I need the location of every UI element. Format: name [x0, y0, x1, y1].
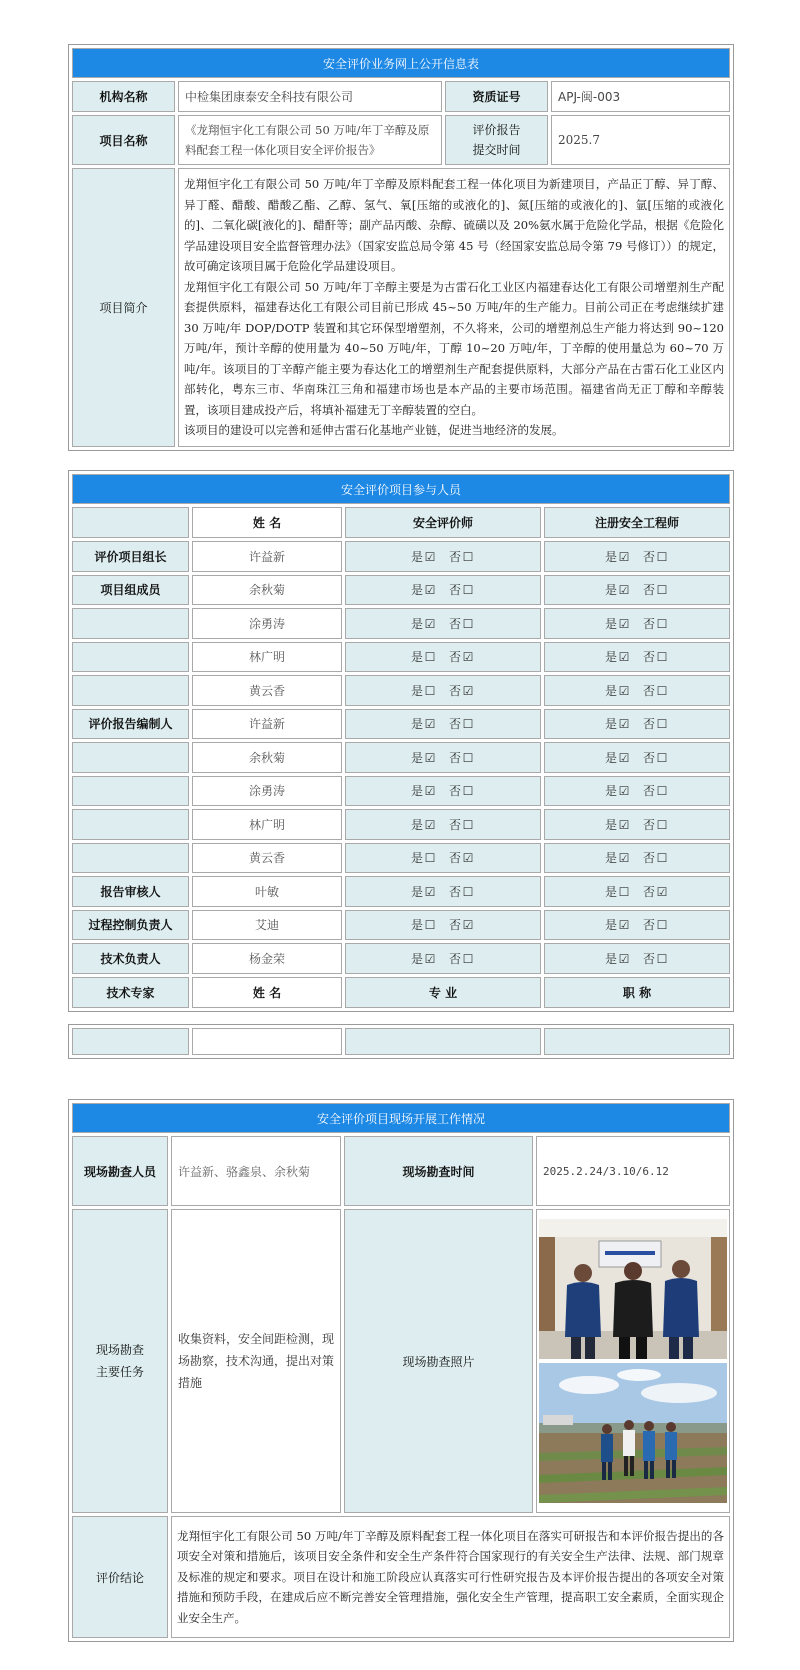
yes-label: 是	[604, 549, 617, 564]
no-label: 否	[643, 784, 656, 799]
unchecked-box-icon[interactable]: ☐	[462, 884, 474, 899]
spacer	[631, 617, 643, 631]
participant-row	[72, 776, 730, 807]
participant-row	[72, 675, 730, 706]
spacer	[631, 784, 643, 798]
col-engineer-header: 注册安全工程师	[544, 507, 730, 538]
yes-label: 是	[604, 717, 617, 732]
spacer	[437, 583, 449, 597]
no-label: 否	[643, 884, 656, 899]
participant-name: 黄云香	[192, 843, 342, 874]
unchecked-box-icon[interactable]: ☐	[656, 817, 668, 832]
spacer	[631, 885, 643, 899]
participant-row	[72, 642, 730, 673]
yes-label: 是	[604, 750, 617, 765]
checked-box-icon[interactable]: ☑	[618, 817, 630, 832]
unchecked-box-icon[interactable]: ☐	[462, 951, 474, 966]
engineer-cell	[544, 675, 730, 706]
spacer	[631, 952, 643, 966]
spacer	[631, 550, 643, 564]
no-label: 否	[449, 650, 462, 665]
unchecked-box-icon[interactable]: ☐	[462, 583, 474, 598]
no-label: 否	[643, 616, 656, 631]
intro-text	[178, 168, 730, 447]
checked-box-icon[interactable]: ☑	[462, 918, 474, 933]
task-label-line2: 主要任务	[95, 1365, 144, 1379]
conclusion-label: 评价结论	[72, 1516, 168, 1638]
unchecked-box-icon[interactable]: ☐	[656, 616, 668, 631]
checked-box-icon[interactable]: ☑	[424, 583, 436, 598]
expert-label: 技术专家	[72, 977, 189, 1008]
engineer-cell	[544, 742, 730, 773]
no-label: 否	[643, 583, 656, 598]
project-value: 《龙翔恒宇化工有限公司 50 万吨/年丁辛醇及原料配套工程一体化项目安全评价报告》	[178, 115, 442, 165]
checked-box-icon[interactable]: ☑	[618, 583, 630, 598]
org-value: 中检集团康泰安全科技有限公司	[178, 81, 442, 112]
yes-label: 是	[604, 951, 617, 966]
org-label: 机构名称	[72, 81, 175, 112]
expert-empty-cell	[72, 1028, 189, 1055]
unchecked-box-icon[interactable]: ☐	[656, 583, 668, 598]
intro-paragraph: 龙翔恒宇化工有限公司 50 万吨/年丁辛醇主要是为古雷石化工业区内福建春达化工有限公司增塑剂生产配套提供原料，福建春达化工有限公司目前已形成 45~50 万吨/年的生产能力。目前公司正在考虑继续扩建 30 万吨/年 DOP/DOTP 装置和其它环保型增塑剂，不久将来，公司的增塑剂总生产能力将达到 90~120 万吨/年，预计辛醇的使用量为 40~50 万吨/年，丁醇 10~20 万吨/年，丁辛醇的使用量总为 60~70 万吨/年。该项目的丁辛醇产能主要为春达化工的增塑剂生产配套提供原料，大部分产品在古雷石化工业区内部转化，粤东三市、华南珠江三角和福建市场也是本产品的主要市场范围。福建省尚无正丁醇和辛醇装置，该项目建成投产后，将填补福建无丁辛醇装置的空白。	[184, 279, 724, 417]
intro-paragraph: 龙翔恒宇化工有限公司 50 万吨/年丁辛醇及原料配套工程一体化项目为新建项目，产品正丁醇、异丁醇、异丁醛、醋酸、醋酸乙酯、乙醇、氢气、氧[压缩的或液化的]、氮[压缩的或液化的]、氩[压缩的或液化的]、二氧化碳[液化的]、醋酐等；副产品丙酸、杂醇、硫磺以及 20%氨水属于危险化学品，根据《危险化学品建设项目安全监督管理办法》（国家安监总局令第 45 号（经国家安监总局令第 79 号修订））的规定，故可确定该项目属于危险化学品建设项目。	[184, 177, 724, 274]
yes-label: 是	[604, 784, 617, 799]
no-label: 否	[449, 851, 462, 866]
task-label	[72, 1209, 168, 1513]
participant-role	[72, 608, 189, 639]
yes-label: 是	[410, 817, 423, 832]
report-time-label	[445, 115, 548, 165]
checked-box-icon[interactable]: ☑	[618, 683, 630, 698]
survey-time-value: 2025.2.24/3.10/6.12	[536, 1136, 730, 1206]
unchecked-box-icon[interactable]: ☐	[656, 750, 668, 765]
participant-role: 报告审核人	[72, 876, 189, 907]
public-info-table	[68, 44, 734, 451]
yes-label: 是	[410, 616, 423, 631]
checked-box-icon[interactable]: ☑	[424, 616, 436, 631]
checked-box-icon[interactable]: ☑	[618, 851, 630, 866]
spacer	[631, 717, 643, 731]
evaluator-cell	[345, 575, 541, 606]
photos-label: 现场勘查照片	[344, 1209, 533, 1513]
participant-name: 杨金荣	[192, 943, 342, 974]
participant-name: 涂勇涛	[192, 776, 342, 807]
expert-col-title: 职 称	[544, 977, 730, 1008]
expert-table	[68, 1024, 734, 1059]
engineer-cell	[544, 910, 730, 941]
photos-cell	[536, 1209, 730, 1513]
yes-label: 是	[604, 918, 617, 933]
unchecked-box-icon[interactable]: ☐	[462, 549, 474, 564]
unchecked-box-icon[interactable]: ☐	[618, 884, 630, 899]
no-label: 否	[643, 817, 656, 832]
unchecked-box-icon[interactable]: ☐	[424, 918, 436, 933]
spacer	[631, 851, 643, 865]
participant-role: 评价报告编制人	[72, 709, 189, 740]
yes-label: 是	[604, 817, 617, 832]
no-label: 否	[449, 616, 462, 631]
spacer	[437, 851, 449, 865]
no-label: 否	[643, 683, 656, 698]
section3-header: 安全评价项目现场开展工作情况	[72, 1103, 730, 1133]
spacer	[437, 550, 449, 564]
participant-role	[72, 809, 189, 840]
checked-box-icon[interactable]: ☑	[618, 650, 630, 665]
yes-label: 是	[410, 951, 423, 966]
expert-empty-cell	[544, 1028, 730, 1055]
spacer	[437, 617, 449, 631]
no-label: 否	[643, 918, 656, 933]
engineer-cell	[544, 608, 730, 639]
yes-label: 是	[410, 650, 423, 665]
spacer	[437, 684, 449, 698]
spacer	[631, 583, 643, 597]
site-photo-outdoor	[539, 1363, 727, 1503]
checked-box-icon[interactable]: ☑	[462, 851, 474, 866]
participant-role: 过程控制负责人	[72, 910, 189, 941]
no-label: 否	[643, 951, 656, 966]
unchecked-box-icon[interactable]: ☐	[462, 616, 474, 631]
engineer-cell	[544, 709, 730, 740]
checked-box-icon[interactable]: ☑	[618, 918, 630, 933]
evaluator-cell	[345, 608, 541, 639]
participant-row	[72, 943, 730, 974]
evaluator-cell	[345, 709, 541, 740]
spacer	[437, 717, 449, 731]
yes-label: 是	[410, 583, 423, 598]
participant-role	[72, 776, 189, 807]
checked-box-icon[interactable]: ☑	[462, 650, 474, 665]
intro-label: 项目简介	[72, 168, 175, 447]
evaluator-cell	[345, 742, 541, 773]
checked-box-icon[interactable]: ☑	[618, 616, 630, 631]
checked-box-icon[interactable]: ☑	[424, 717, 436, 732]
evaluator-cell	[345, 541, 541, 572]
evaluator-cell	[345, 843, 541, 874]
unchecked-box-icon[interactable]: ☐	[424, 683, 436, 698]
evaluator-cell	[345, 776, 541, 807]
participant-role: 技术负责人	[72, 943, 189, 974]
no-label: 否	[449, 918, 462, 933]
engineer-cell	[544, 876, 730, 907]
site-work-table	[68, 1099, 734, 1642]
checked-box-icon[interactable]: ☑	[656, 884, 668, 899]
cert-value: APJ-闽-003	[551, 81, 730, 112]
participant-row	[72, 876, 730, 907]
spacer	[437, 751, 449, 765]
yes-label: 是	[604, 650, 617, 665]
participant-row	[72, 575, 730, 606]
unchecked-box-icon[interactable]: ☐	[462, 750, 474, 765]
no-label: 否	[643, 650, 656, 665]
yes-label: 是	[410, 884, 423, 899]
spacer	[631, 684, 643, 698]
unchecked-box-icon[interactable]: ☐	[462, 717, 474, 732]
unchecked-box-icon[interactable]: ☐	[424, 851, 436, 866]
no-label: 否	[449, 817, 462, 832]
expert-empty-cell	[345, 1028, 541, 1055]
engineer-cell	[544, 809, 730, 840]
no-label: 否	[449, 951, 462, 966]
survey-time-label: 现场勘查时间	[344, 1136, 533, 1206]
yes-label: 是	[410, 717, 423, 732]
no-label: 否	[643, 851, 656, 866]
no-label: 否	[449, 683, 462, 698]
unchecked-box-icon[interactable]: ☐	[462, 817, 474, 832]
yes-label: 是	[604, 851, 617, 866]
participant-name: 许益新	[192, 709, 342, 740]
site-photo-indoor	[539, 1219, 727, 1359]
participant-name: 余秋菊	[192, 742, 342, 773]
unchecked-box-icon[interactable]: ☐	[656, 951, 668, 966]
evaluator-cell	[345, 943, 541, 974]
participant-row	[72, 742, 730, 773]
no-label: 否	[643, 717, 656, 732]
checked-box-icon[interactable]: ☑	[618, 784, 630, 799]
report-time-label-line1: 评价报告	[472, 123, 521, 137]
participant-name: 林广明	[192, 809, 342, 840]
unchecked-box-icon[interactable]: ☐	[656, 784, 668, 799]
participant-name: 艾迪	[192, 910, 342, 941]
surveyors-label: 现场勘查人员	[72, 1136, 168, 1206]
yes-label: 是	[604, 616, 617, 631]
checked-box-icon[interactable]: ☑	[424, 784, 436, 799]
yes-label: 是	[410, 750, 423, 765]
engineer-cell	[544, 642, 730, 673]
expert-empty-cell	[192, 1028, 342, 1055]
participant-name: 叶敏	[192, 876, 342, 907]
col-evaluator-header: 安全评价师	[345, 507, 541, 538]
surveyors-value: 许益新、骆鑫泉、余秋菊	[171, 1136, 341, 1206]
checked-box-icon[interactable]: ☑	[462, 683, 474, 698]
evaluator-cell	[345, 910, 541, 941]
participant-role: 评价项目组长	[72, 541, 189, 572]
participant-row	[72, 910, 730, 941]
conclusion-value: 龙翔恒宇化工有限公司 50 万吨/年丁辛醇及原料配套工程一体化项目在落实可研报告和本评价报告提出的各项安全对策和措施后，该项目安全条件和安全生产条件符合国家现行的有关安全生产法律、法规、部门规章及标准的规定和要求。项目在设计和施工阶段应认真落实可行性研究报告及本评价报告提出的各项安全对策措施和预防手段，在建成后应不断完善安全管理措施，强化安全生产管理，提高职工安全素质，全面实现企业安全生产。	[171, 1516, 730, 1638]
checked-box-icon[interactable]: ☑	[424, 884, 436, 899]
corner-cell	[72, 507, 189, 538]
participant-role	[72, 642, 189, 673]
yes-label: 是	[604, 884, 617, 899]
unchecked-box-icon[interactable]: ☐	[656, 650, 668, 665]
yes-label: 是	[410, 549, 423, 564]
no-label: 否	[449, 583, 462, 598]
engineer-cell	[544, 843, 730, 874]
participant-name: 黄云香	[192, 675, 342, 706]
no-label: 否	[449, 750, 462, 765]
participant-name: 许益新	[192, 541, 342, 572]
evaluator-cell	[345, 675, 541, 706]
engineer-cell	[544, 541, 730, 572]
expert-col-major: 专 业	[345, 977, 541, 1008]
report-time-label-line2: 提交时间	[472, 143, 521, 157]
yes-label: 是	[604, 683, 617, 698]
participant-row	[72, 541, 730, 572]
unchecked-box-icon[interactable]: ☐	[656, 918, 668, 933]
no-label: 否	[449, 884, 462, 899]
spacer	[437, 818, 449, 832]
checked-box-icon[interactable]: ☑	[618, 951, 630, 966]
evaluator-cell	[345, 642, 541, 673]
spacer	[631, 818, 643, 832]
participant-name: 林广明	[192, 642, 342, 673]
section2-header: 安全评价项目参与人员	[72, 474, 730, 504]
cert-label: 资质证号	[445, 81, 548, 112]
no-label: 否	[449, 784, 462, 799]
no-label: 否	[643, 549, 656, 564]
participant-row	[72, 709, 730, 740]
col-name-header: 姓 名	[192, 507, 342, 538]
report-time-value: 2025.7	[551, 115, 730, 165]
checked-box-icon[interactable]: ☑	[424, 549, 436, 564]
spacer	[437, 918, 449, 932]
yes-label: 是	[410, 918, 423, 933]
spacer	[437, 885, 449, 899]
unchecked-box-icon[interactable]: ☐	[424, 650, 436, 665]
participant-row	[72, 843, 730, 874]
intro-paragraph: 该项目的建设可以完善和延伸古雷石化基地产业链，促进当地经济的发展。	[184, 423, 564, 438]
no-label: 否	[643, 750, 656, 765]
unchecked-box-icon[interactable]: ☐	[656, 717, 668, 732]
engineer-cell	[544, 776, 730, 807]
participant-name: 涂勇涛	[192, 608, 342, 639]
participant-role	[72, 742, 189, 773]
unchecked-box-icon[interactable]: ☐	[656, 851, 668, 866]
checked-box-icon[interactable]: ☑	[424, 817, 436, 832]
checked-box-icon[interactable]: ☑	[618, 717, 630, 732]
unchecked-box-icon[interactable]: ☐	[462, 784, 474, 799]
spacer	[437, 650, 449, 664]
participant-role	[72, 843, 189, 874]
evaluator-cell	[345, 876, 541, 907]
project-label: 项目名称	[72, 115, 175, 165]
yes-label: 是	[410, 683, 423, 698]
participant-role: 项目组成员	[72, 575, 189, 606]
spacer	[631, 918, 643, 932]
expert-col-name: 姓 名	[192, 977, 342, 1008]
participants-table	[68, 470, 734, 1012]
checked-box-icon[interactable]: ☑	[618, 549, 630, 564]
participant-name: 余秋菊	[192, 575, 342, 606]
task-value: 收集资料，安全间距检测，现场勘察，技术沟通，提出对策措施	[171, 1209, 341, 1513]
evaluator-cell	[345, 809, 541, 840]
no-label: 否	[449, 717, 462, 732]
participant-role	[72, 675, 189, 706]
unchecked-box-icon[interactable]: ☐	[656, 683, 668, 698]
checked-box-icon[interactable]: ☑	[618, 750, 630, 765]
engineer-cell	[544, 943, 730, 974]
checked-box-icon[interactable]: ☑	[424, 951, 436, 966]
yes-label: 是	[410, 851, 423, 866]
unchecked-box-icon[interactable]: ☐	[656, 549, 668, 564]
participant-row	[72, 809, 730, 840]
yes-label: 是	[410, 784, 423, 799]
section1-header: 安全评价业务网上公开信息表	[72, 48, 730, 78]
engineer-cell	[544, 575, 730, 606]
spacer	[437, 784, 449, 798]
no-label: 否	[449, 549, 462, 564]
spacer	[631, 650, 643, 664]
participant-row	[72, 608, 730, 639]
yes-label: 是	[604, 583, 617, 598]
spacer	[437, 952, 449, 966]
spacer	[631, 751, 643, 765]
checked-box-icon[interactable]: ☑	[424, 750, 436, 765]
task-label-line1: 现场勘查	[95, 1343, 144, 1357]
